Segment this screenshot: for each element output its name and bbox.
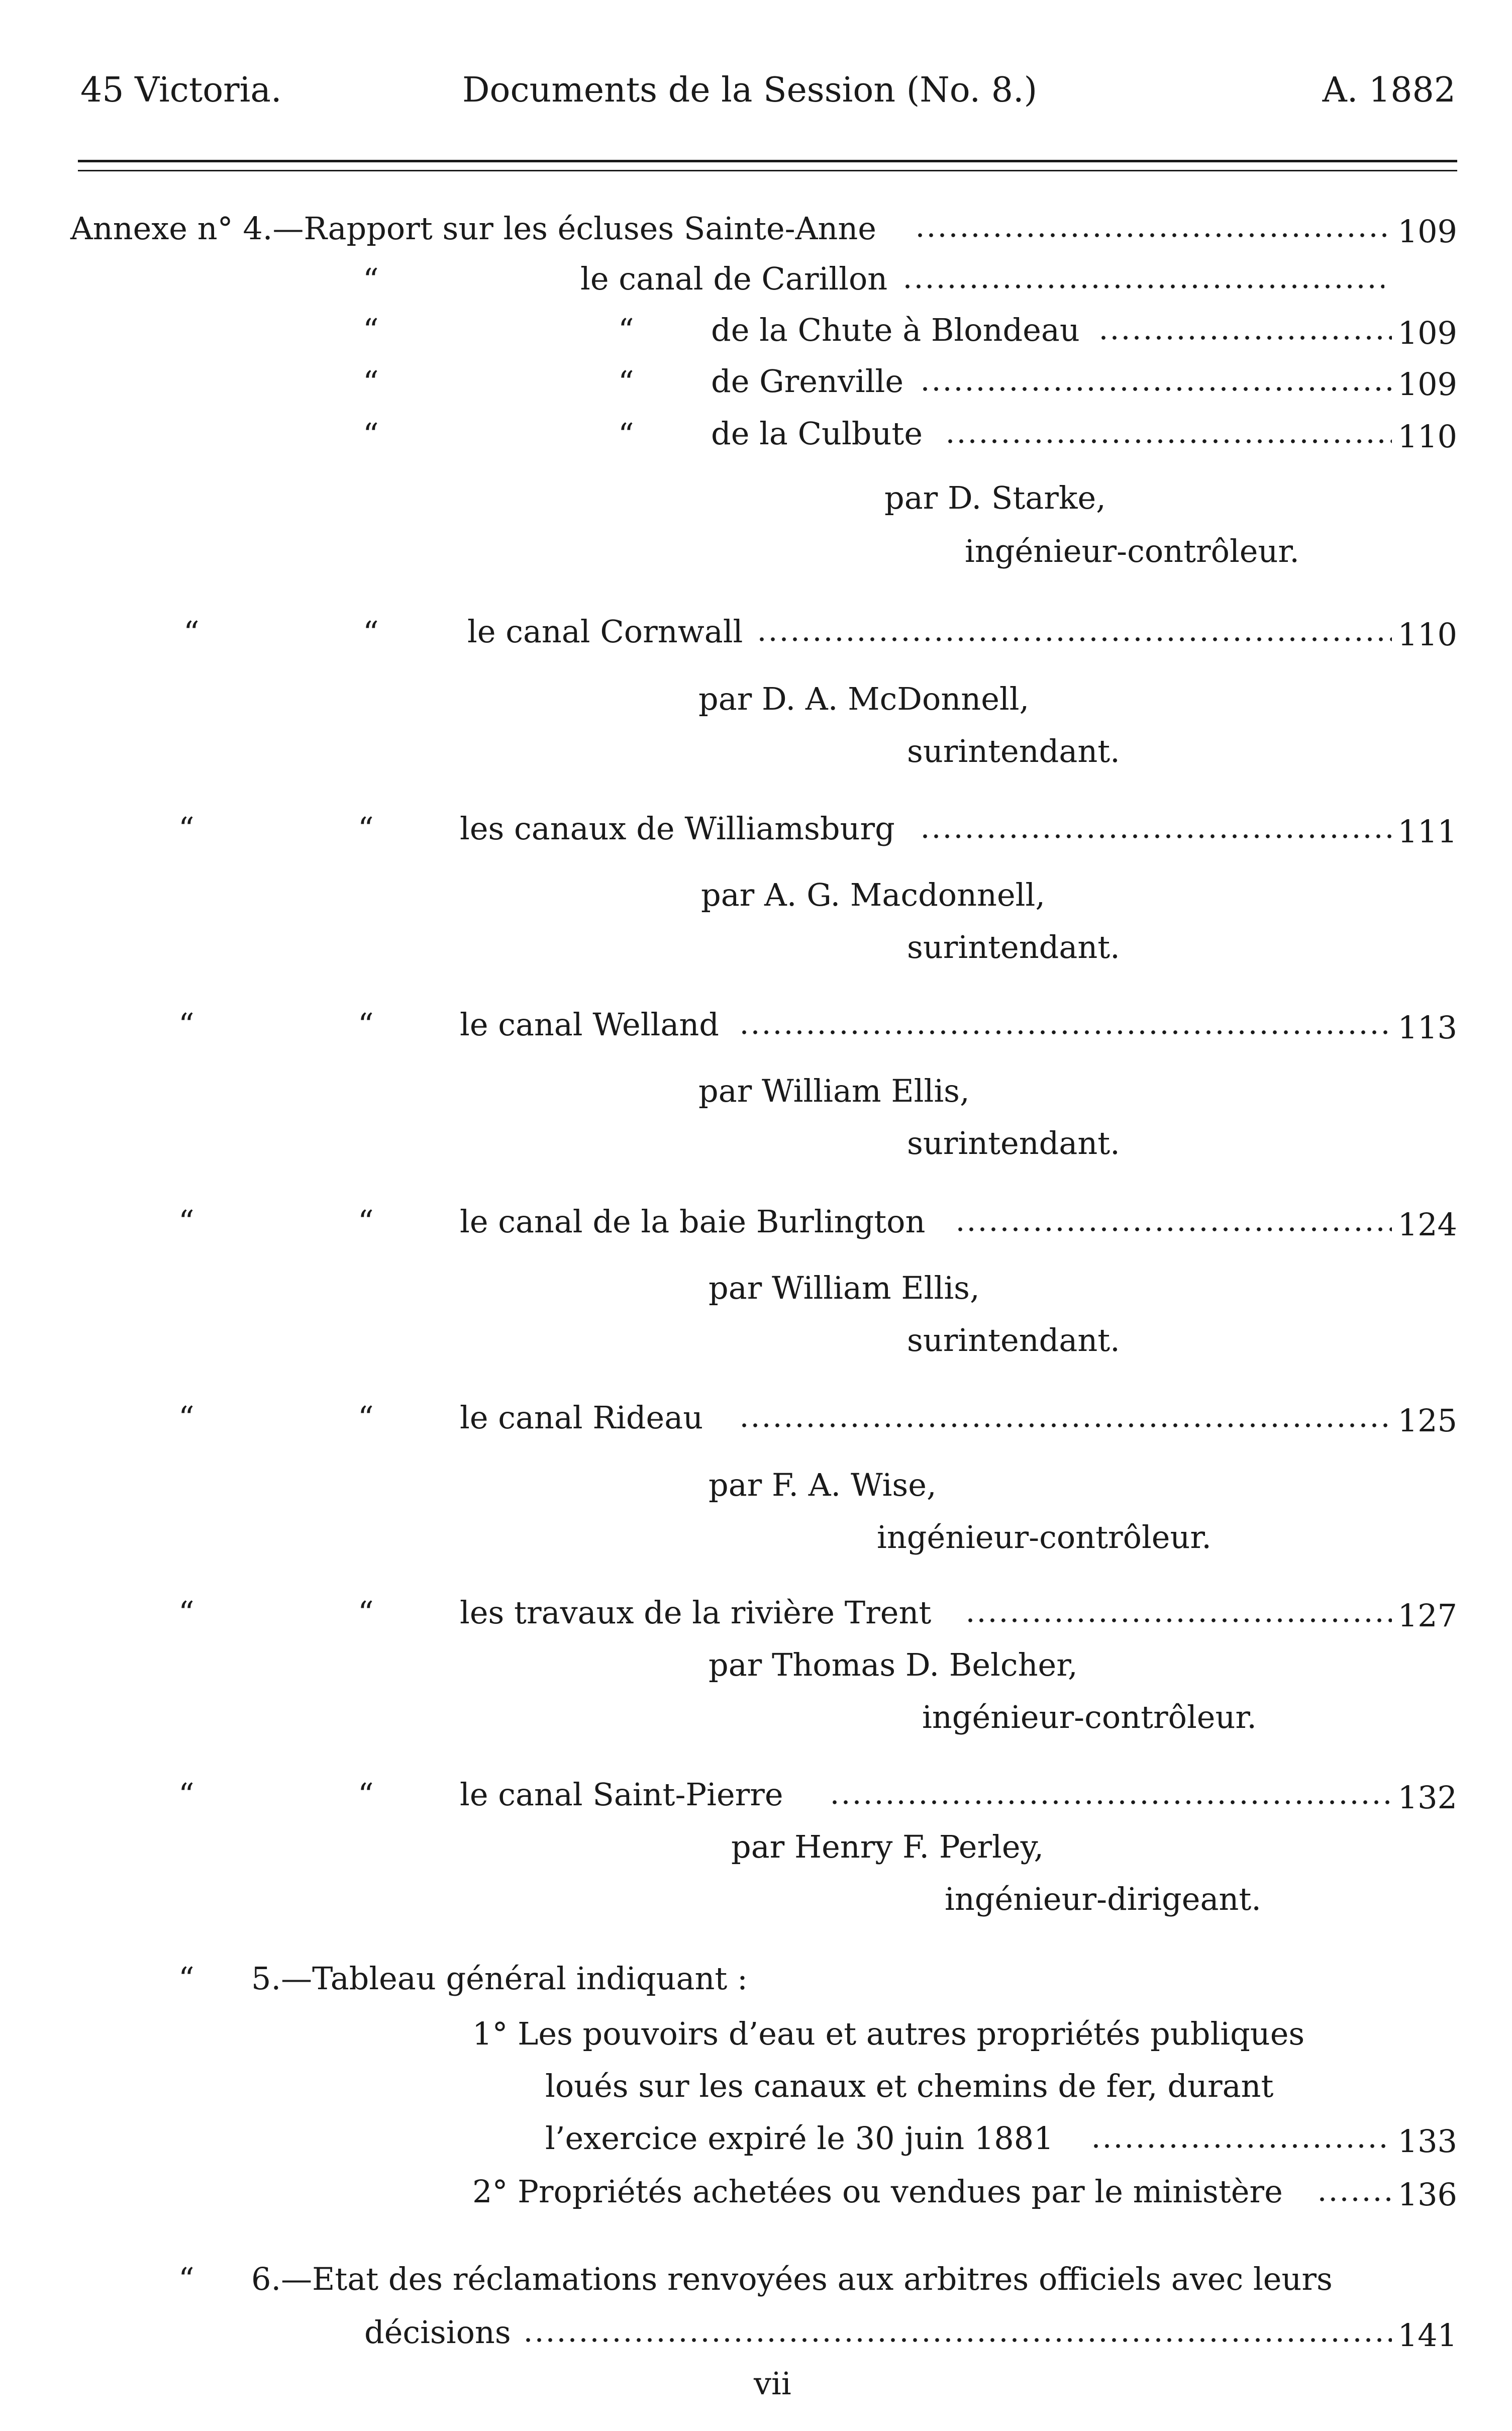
ditto-mark: “ (178, 1594, 194, 1631)
author-name: par Thomas D. Belcher, (709, 1646, 1078, 1683)
page-ref: 125 (1397, 1402, 1457, 1439)
author-name: par A. G. Macdonnell, (701, 877, 1046, 913)
header-rule-top (78, 160, 1457, 162)
page-ref: 141 (1397, 2317, 1457, 2354)
author-name: par D. Starke, (884, 479, 1106, 516)
entry-saint-pierre: le canal Saint-Pierre (460, 1776, 783, 1813)
annex-6-line-1: 6.—Etat des réclamations renvoyées aux arbitres officiels avec leurs (251, 2261, 1333, 2297)
page-ref: 109 (1397, 315, 1457, 351)
ditto-mark: “ (178, 2261, 194, 2297)
author-name: par F. A. Wise, (709, 1467, 937, 1503)
page-ref: 113 (1397, 1009, 1457, 1046)
ditto-mark: “ (358, 1399, 374, 1436)
page-ref: 109 (1397, 213, 1457, 250)
author-role: surintendant. (907, 1322, 1120, 1358)
ditto-mark: “ (363, 614, 379, 651)
leader-dots (965, 1616, 1392, 1624)
leader-dots (739, 1421, 1392, 1429)
ditto-mark: “ (183, 614, 199, 651)
ditto-mark: “ (363, 416, 379, 453)
page-ref: 133 (1397, 2123, 1457, 2160)
author-role: ingénieur-contrôleur. (965, 533, 1299, 569)
annex-5-title: 5.—Tableau général indiquant : (251, 1960, 748, 1997)
leader-dots (920, 385, 1392, 393)
annex-6-line-2: décisions (364, 2314, 511, 2351)
author-name: par William Ellis, (709, 1270, 980, 1306)
header-left: 45 Victoria. (80, 70, 282, 110)
ditto-mark: “ (358, 1776, 374, 1813)
ditto-mark: “ (618, 364, 634, 401)
annex-5-item-1-line-1: 1° Les pouvoirs d’eau et autres propriétés publiques (472, 2015, 1305, 2052)
entry-grenville: de Grenville (711, 363, 904, 400)
ditto-mark: “ (178, 1203, 194, 1240)
entry-blondeau: de la Chute à Blondeau (711, 312, 1080, 348)
entry-culbute: de la Culbute (711, 415, 923, 452)
leader-dots (1098, 334, 1392, 342)
page-ref: 124 (1397, 1206, 1457, 1243)
author-role: ingénieur-contrôleur. (922, 1699, 1257, 1735)
ditto-mark: “ (178, 810, 194, 847)
header-rule-bottom (78, 170, 1457, 171)
entry-welland: le canal Welland (460, 1006, 719, 1043)
page-ref: 127 (1397, 1597, 1457, 1634)
leader-dots (915, 231, 1392, 239)
page-ref: 110 (1397, 616, 1457, 653)
page-ref: 132 (1397, 1779, 1457, 1816)
entry-rideau: le canal Rideau (460, 1399, 703, 1436)
leader-dots (1317, 2195, 1392, 2203)
entry-carillon: le canal de Carillon (580, 260, 888, 297)
ditto-mark: “ (358, 1203, 374, 1240)
entry-cornwall: le canal Cornwall (467, 613, 743, 650)
ditto-mark: “ (363, 364, 379, 401)
page-ref: 136 (1397, 2176, 1457, 2213)
leader-dots (902, 282, 1384, 290)
leader-dots (920, 832, 1392, 840)
author-role: surintendant. (907, 929, 1120, 965)
leader-dots (756, 635, 1392, 643)
header-title: Documents de la Session (No. 8.) (462, 70, 1038, 110)
ditto-mark: “ (363, 261, 379, 298)
author-role: surintendant. (907, 733, 1120, 769)
author-role: ingénieur-dirigeant. (945, 1881, 1261, 1917)
ditto-mark: “ (618, 416, 634, 453)
page-ref: 109 (1397, 366, 1457, 403)
leader-dots (1090, 2142, 1392, 2150)
ditto-mark: “ (178, 1399, 194, 1436)
entry-williamsburg: les canaux de Williamsburg (460, 810, 895, 847)
leader-dots (829, 1798, 1392, 1806)
ditto-mark: “ (358, 1006, 374, 1043)
leader-dots (955, 1225, 1392, 1233)
header-right: A. 1882 (1322, 70, 1456, 110)
page-ref: 111 (1397, 813, 1457, 850)
ditto-mark: “ (178, 1006, 194, 1043)
author-name: par D. A. McDonnell, (698, 680, 1030, 717)
annex-5-item-1-line-3: l’exercice expiré le 30 juin 1881 (545, 2120, 1054, 2157)
ditto-mark: “ (358, 1594, 374, 1631)
leader-dots (739, 1028, 1392, 1036)
page-number: vii (754, 2365, 791, 2402)
author-name: par William Ellis, (698, 1073, 970, 1109)
ditto-mark: “ (363, 312, 379, 348)
page-ref: 110 (1397, 418, 1457, 455)
annex-4-heading: Annexe n° 4.—Rapport sur les écluses Sainte-Anne (70, 210, 876, 247)
author-name: par Henry F. Perley, (731, 1828, 1044, 1865)
ditto-mark: “ (178, 1960, 194, 1997)
annex-5-item-2: 2° Propriétés achetées ou vendues par le ministère (472, 2173, 1283, 2210)
entry-trent: les travaux de la rivière Trent (460, 1594, 932, 1631)
leader-dots (523, 2336, 1392, 2344)
author-role: surintendant. (907, 1125, 1120, 1161)
leader-dots (945, 437, 1392, 445)
ditto-mark: “ (358, 810, 374, 847)
author-role: ingénieur-contrôleur. (877, 1519, 1212, 1555)
ditto-mark: “ (618, 312, 634, 348)
annex-5-item-1-line-2: loués sur les canaux et chemins de fer, durant (545, 2068, 1274, 2104)
ditto-mark: “ (178, 1776, 194, 1813)
entry-burlington: le canal de la baie Burlington (460, 1203, 926, 1240)
